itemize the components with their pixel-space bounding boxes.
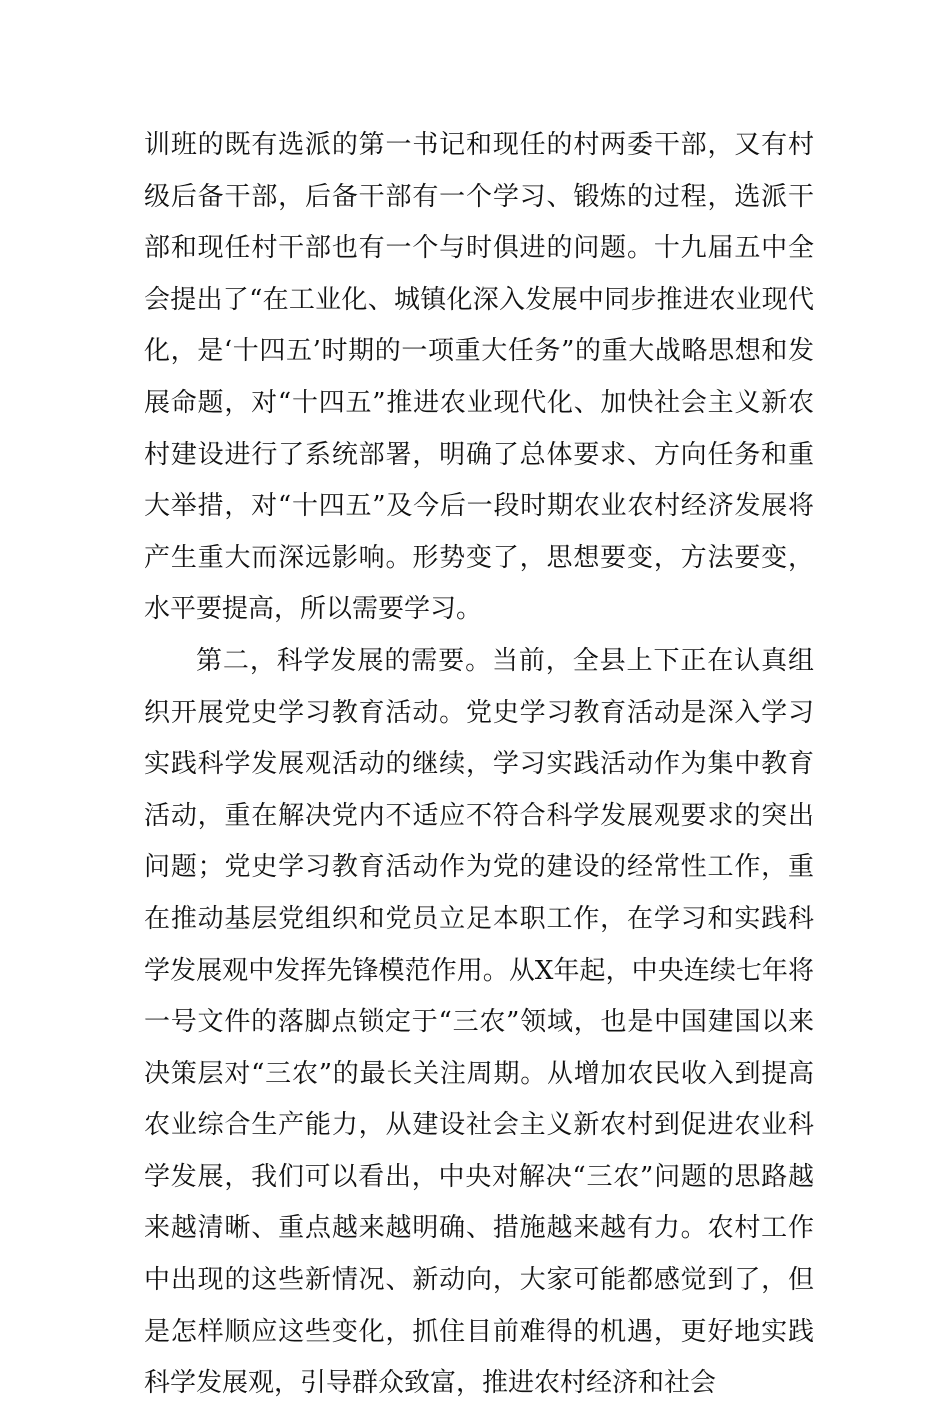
paragraph-2: 第二，科学发展的需要。当前，全县上下正在认真组织开展党史学习教育活动。党史学习教育活动是深入学习实践科学发展观活动的继续，学习实践活动作为集中教育活动，重在解决党内不适应不符合科学发展观要求的突出问题；党史学习教育活动作为党的建设的经常性工作，重在推动基层党组织和党员立足本职工作，在学习和实践科学发展观中发挥先锋模范作用。从X年起，中央连续七年将一号文件的落脚点锁定于“三农”领域，也是中国建国以来决策层对“三农”的最长关注周期。从增加农民收入到提高农业综合生产能力，从建设社会主义新农村到促进农业科学发展，我们可以看出，中央对解决“三农”问题的思路越来越清晰、重点越来越明确、措施越来越有力。农村工作中出现的这些新情况、新动向，大家可能都感觉到了，但是怎样顺应这些变化，抓住目前难得的机遇，更好地实践科学发展观，引导群众致富，推进农村经济和社会 [144,645,814,1399]
body-text [144,120,814,1410]
paragraph-1: 训班的既有选派的第一书记和现任的村两委干部，又有村级后备干部，后备干部有一个学习、锻炼的过程，选派干部和现任村干部也有一个与时俱进的问题。十九届五中全会提出了“在工业化、城镇化深入发展中同步推进农业现代化，是‘十四五’时期的一项重大任务”的重大战略思想和发展命题，对“十四五”推进农业现代化、加快社会主义新农村建设进行了系统部署，明确了总体要求、方向任务和重大举措，对“十四五”及今后一段时期农业农村经济发展将产生重大而深远影响。形势变了，思想要变，方法要变，水平要提高，所以需要学习。 [144,130,814,625]
